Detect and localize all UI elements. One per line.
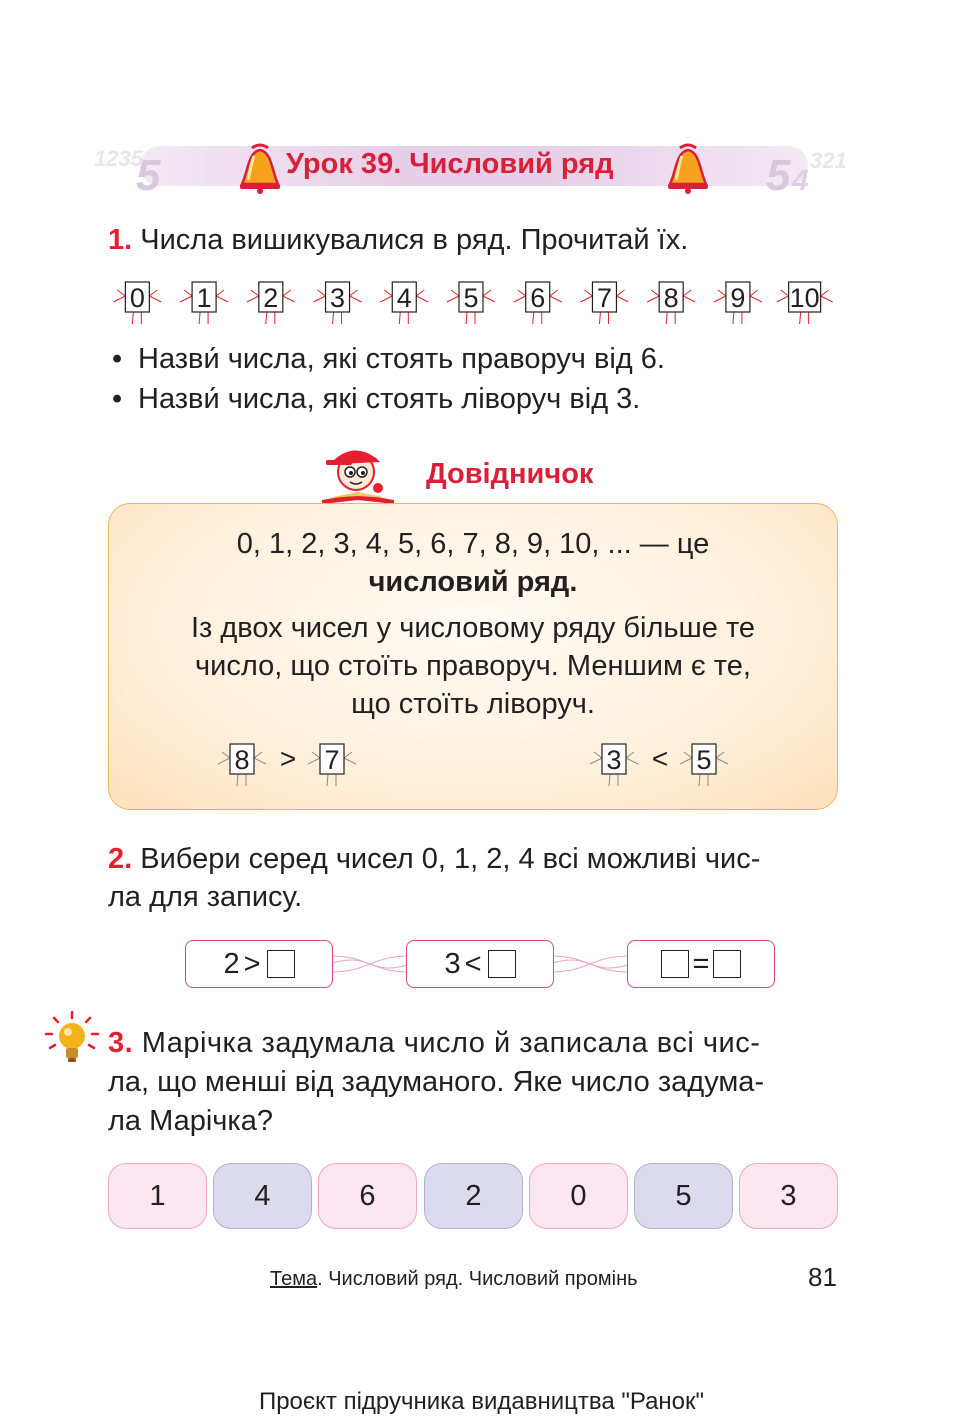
number-character [247, 282, 295, 324]
box-number: 2 [223, 947, 240, 980]
task1-statement [108, 221, 688, 260]
answer-option[interactable]: 3 [739, 1163, 838, 1229]
reference-line: 0, 1, 2, 3, 4, 5, 6, 7, 8, 9, 10, ... — це [236, 528, 710, 560]
answer-option[interactable]: 4 [213, 1163, 312, 1229]
box-operator: = [692, 947, 710, 980]
lightbulb-icon [44, 1010, 100, 1070]
deco-digit-mid: 4 [792, 164, 809, 197]
task3-statement-cont: ла Марічка? [108, 1105, 273, 1137]
reference-term: числовий ряд. [368, 566, 578, 598]
task-number: 1. [108, 224, 133, 256]
number-label: 9 [730, 283, 746, 313]
reference-line: Із двох чисел у числовому ряду більше те [190, 612, 756, 644]
number-label: 6 [530, 283, 546, 313]
task3-statement-cont: ла, що менші від задуманого. Яке число задума- [108, 1066, 765, 1098]
bullet-dot-icon: • [112, 383, 123, 415]
bullet-item [112, 383, 640, 416]
number-character [308, 744, 356, 786]
answer-option[interactable]: 1 [108, 1163, 207, 1229]
number-label: 8 [663, 283, 679, 313]
number-label: 5 [463, 283, 479, 313]
bullet-text: Назви́ числа, які стоять праворуч від 6. [138, 343, 665, 375]
equality-box[interactable] [627, 940, 775, 988]
number-character [580, 282, 628, 324]
number-label: 8 [234, 745, 250, 775]
answer-square[interactable] [267, 950, 295, 978]
inequality-box-greater[interactable] [185, 940, 333, 988]
task-text: Вибери серед чисел 0, 1, 2, 4 всі можливі чис- [140, 843, 761, 875]
decorative-digits-left [92, 138, 182, 198]
task-number: 3. [108, 1027, 134, 1059]
answer-square[interactable] [488, 950, 516, 978]
reference-line: число, що стоїть праворуч. Меншим є те, [195, 650, 751, 682]
task3-statement [108, 1024, 760, 1063]
comparison-example-2 [584, 738, 744, 788]
bullet-text: Назви́ числа, які стоять ліворуч від 3. [138, 383, 641, 415]
number-character [590, 744, 638, 786]
mascot-reading-icon [318, 444, 398, 506]
answer-square[interactable] [661, 950, 689, 978]
number-label: 4 [396, 283, 412, 313]
number-label: 10 [789, 283, 820, 313]
number-character [113, 282, 161, 324]
topic-text: . Числовий ряд. Числовий промінь [317, 1268, 638, 1290]
number-label: 3 [606, 745, 622, 775]
number-label: 5 [696, 745, 712, 775]
lesson-title: Урок 39. Числовий ряд [286, 148, 614, 180]
deco-digit-big: 5 [766, 151, 791, 198]
task2-statement [108, 840, 760, 879]
box-number: 3 [444, 947, 461, 980]
project-note: Проєкт підручника видавництва "Ранок" [258, 1388, 705, 1415]
reference-line: що стоїть ліворуч. [351, 688, 595, 720]
number-row [104, 276, 844, 336]
footer-topic [270, 1268, 638, 1291]
number-character [314, 282, 362, 324]
answer-option[interactable]: 2 [424, 1163, 523, 1229]
box-operator: < [464, 947, 482, 980]
task-number: 2. [108, 843, 133, 875]
number-label: 7 [596, 283, 612, 313]
bell-icon [236, 142, 284, 194]
number-label: 7 [324, 745, 340, 775]
number-character [647, 282, 695, 324]
deco-digit-text: 1235 [94, 146, 143, 171]
bullet-item [112, 343, 665, 376]
task-text: Числа вишикувалися в ряд. Прочитай їх. [140, 224, 689, 256]
number-character [380, 282, 428, 324]
page-number: 81 [808, 1262, 837, 1292]
task-text: Марічка задумала число й записала всі чис- [141, 1027, 761, 1059]
number-label: 2 [263, 283, 279, 313]
reference-title: Довідничок [426, 458, 594, 490]
number-label: 1 [196, 283, 212, 313]
inequality-box-less[interactable] [406, 940, 554, 988]
deco-digit-small: 321 [810, 148, 847, 173]
number-character [218, 744, 266, 786]
comparison-example-1 [212, 738, 372, 788]
number-character [777, 282, 833, 324]
answer-option[interactable]: 6 [318, 1163, 417, 1229]
number-character [514, 282, 562, 324]
number-character [447, 282, 495, 324]
answer-square[interactable] [713, 950, 741, 978]
number-label: 0 [129, 283, 145, 313]
comparison-operator: > [279, 743, 297, 774]
number-label: 3 [330, 283, 346, 313]
bell-icon [664, 142, 712, 194]
number-character [180, 282, 228, 324]
comparison-operator: < [651, 743, 669, 774]
box-operator: > [243, 947, 261, 980]
answer-option[interactable]: 0 [529, 1163, 628, 1229]
deco-digit-big: 5 [136, 151, 161, 198]
number-character [714, 282, 762, 324]
bullet-dot-icon: • [112, 343, 123, 375]
answer-option[interactable]: 5 [634, 1163, 733, 1229]
topic-label: Тема [270, 1268, 318, 1290]
number-character [680, 744, 728, 786]
decorative-digits-right [766, 138, 866, 198]
task2-statement-cont: ла для запису. [108, 881, 303, 913]
